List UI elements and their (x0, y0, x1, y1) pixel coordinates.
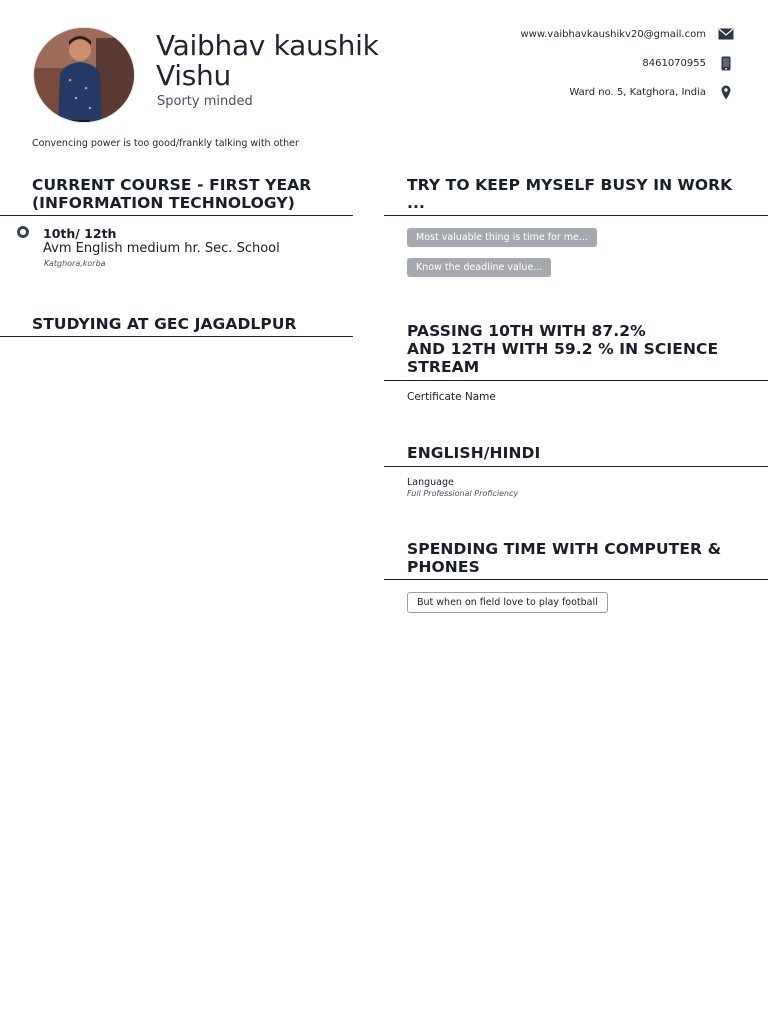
certificates-divider (384, 380, 768, 381)
interests-divider (384, 579, 768, 580)
location-pin-icon (718, 85, 734, 100)
certificates-title-line-2: AND 12TH WITH 59.2 % IN SCIENCE (407, 340, 719, 358)
education-degree: 10th/ 12th (43, 226, 117, 241)
contact-phone[interactable] (520, 56, 734, 70)
interests-title-line-1: SPENDING TIME WITH COMPUTER & (407, 540, 722, 558)
interests-title-line-2: PHONES (407, 558, 480, 576)
envelope-icon (718, 28, 734, 40)
languages-title: ENGLISH/HINDI (407, 444, 541, 462)
contact-list (520, 27, 734, 114)
certificates-title-line-3: STREAM (407, 358, 480, 376)
language-level: Full Professional Proficiency (407, 489, 519, 498)
languages-divider (384, 466, 768, 467)
timeline-bullet-icon (17, 226, 29, 238)
certificates-title-line-1: PASSING 10TH WITH 87.2% (407, 322, 646, 340)
skills-divider (384, 215, 768, 216)
education-title-line-1: CURRENT COURSE - FIRST YEAR (32, 176, 312, 194)
tagline: Sporty minded (157, 94, 253, 109)
phone-icon (718, 56, 734, 71)
interests-title (407, 540, 747, 576)
education-place: Katghora,korba (44, 259, 106, 268)
education-divider (0, 215, 353, 216)
language-label: Language (407, 477, 454, 488)
education-title (32, 176, 352, 212)
skills-title-line-1: TRY TO KEEP MYSELF BUSY IN WORK (407, 176, 733, 194)
certificates-title (407, 322, 747, 376)
skills-title-line-2: ... (407, 194, 425, 212)
email-text: www.vaibhavkaushikv20@gmail.com (520, 28, 706, 40)
contact-email[interactable] (520, 27, 734, 41)
interest-chip: But when on field love to play football (407, 592, 608, 613)
education-title-line-2: (INFORMATION TECHNOLOGY) (32, 194, 295, 212)
study-divider (0, 336, 353, 337)
education-school: Avm English medium hr. Sec. School (43, 241, 280, 256)
profile-photo (33, 27, 135, 123)
certificate-name: Certificate Name (407, 391, 496, 403)
address-text: Ward no. 5, Katghora, India (569, 86, 706, 98)
phone-text: 8461070955 (642, 57, 706, 69)
name-line-2: Vishu (156, 59, 231, 92)
skills-title (407, 176, 747, 212)
name-line-1: Vaibhav kaushik (156, 29, 379, 62)
contact-address (520, 85, 734, 99)
skill-chip: Know the deadline value... (407, 258, 551, 277)
summary-text: Convencing power is too good/frankly talking with other (32, 138, 299, 149)
skill-chip: Most valuable thing is time for me... (407, 228, 597, 247)
study-title: STUDYING AT GEC JAGADLPUR (32, 315, 297, 333)
candidate-name (156, 31, 386, 91)
